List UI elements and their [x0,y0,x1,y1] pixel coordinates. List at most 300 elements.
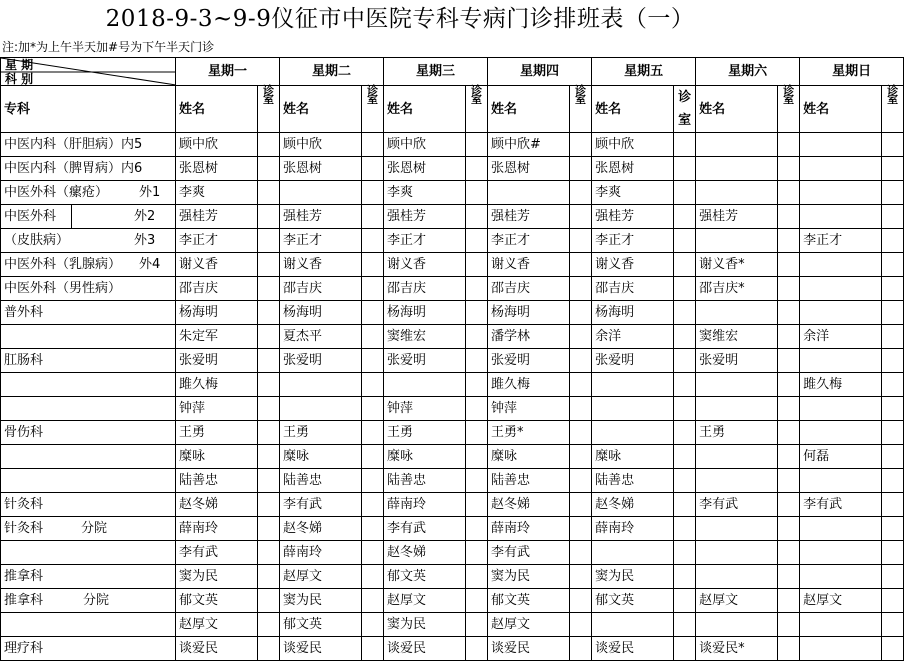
room-cell [362,541,384,565]
room-cell [674,493,696,517]
room-cell [778,541,800,565]
room-cell [778,421,800,445]
table-row [1,229,904,253]
room-cell [674,445,696,469]
room-cell [570,349,592,373]
table-row [1,517,904,541]
specialty-cell [1,493,176,517]
doctor-name-cell: 强桂芳 [280,205,362,229]
room-cell [258,373,280,397]
doctor-name-cell: 邵吉庆 [176,277,258,301]
room-header: 诊室 [570,86,592,133]
doctor-name-cell: 窦维宏 [384,325,466,349]
day-header-row [1,58,904,86]
day-header-sun: 星期日 [800,58,904,86]
doctor-name-cell: 陆善忠 [176,469,258,493]
doctor-name-cell: 谈爱民 [592,637,674,661]
doctor-name-cell [696,133,778,157]
table-row [1,493,904,517]
doctor-name-cell [800,397,882,421]
specialty-label: 针灸科 [4,521,44,536]
doctor-name-cell: 雎久梅 [488,373,570,397]
doctor-name-cell [696,469,778,493]
name-header: 姓名 [384,86,466,133]
room-cell [258,253,280,277]
room-cell [570,133,592,157]
doctor-name-cell [800,253,882,277]
day-header-thu: 星期四 [488,58,592,86]
room-cell [362,397,384,421]
room-cell [778,565,800,589]
room-cell [570,229,592,253]
specialty-cell [1,157,176,181]
specialty-label: 中医内科（肝胆病）内5 [4,137,143,152]
specialty-cell [1,397,176,421]
room-cell [778,229,800,253]
doctor-name-cell [696,229,778,253]
room-cell [258,493,280,517]
room-cell [882,229,904,253]
doctor-name-cell: 赵厚文 [176,613,258,637]
room-cell [778,133,800,157]
specialty-label: 中医外科（瘰疮） [4,185,109,200]
doctor-name-cell: 强桂芳 [176,205,258,229]
doctor-name-cell: 郁文英 [488,589,570,613]
room-cell [674,277,696,301]
doctor-name-cell [488,181,570,205]
doctor-name-cell: 李有武 [384,517,466,541]
room-cell [778,253,800,277]
room-cell [882,589,904,613]
name-header: 姓名 [280,86,362,133]
day-header-wed: 星期三 [384,58,488,86]
doctor-name-cell: 张恩树 [176,157,258,181]
room-cell [674,205,696,229]
table-row [1,637,904,661]
doctor-name-cell [696,397,778,421]
room-cell [674,397,696,421]
room-cell [674,253,696,277]
room-cell [466,589,488,613]
room-cell [466,157,488,181]
room-cell [882,373,904,397]
room-cell [570,373,592,397]
doctor-name-cell [800,349,882,373]
room-cell [882,325,904,349]
room-cell [674,469,696,493]
room-cell [778,349,800,373]
room-cell [674,157,696,181]
doctor-name-cell: 钟萍 [176,397,258,421]
room-cell [362,613,384,637]
name-header: 姓名 [696,86,778,133]
doctor-name-cell [800,157,882,181]
specialty-cell [1,613,176,637]
room-cell [778,181,800,205]
doctor-name-cell: 谢义香 [488,253,570,277]
day-header-mon: 星期一 [176,58,280,86]
doctor-name-cell: 糜咏 [384,445,466,469]
room-cell [570,517,592,541]
doctor-name-cell: 邵吉庆 [592,277,674,301]
doctor-name-cell: 杨海明 [592,301,674,325]
doctor-name-cell [696,613,778,637]
table-row [1,373,904,397]
room-cell [778,205,800,229]
room-cell [258,277,280,301]
doctor-name-cell: 谈爱民 [488,637,570,661]
room-cell [362,157,384,181]
room-cell [362,277,384,301]
room-header: 诊室 [778,86,800,133]
room-cell [882,493,904,517]
specialty-label: 推拿科 [4,593,44,608]
doctor-name-cell: 李正才 [384,229,466,253]
doctor-name-cell: 朱定军 [176,325,258,349]
doctor-name-cell: 谢义香 [280,253,362,277]
doctor-name-cell [800,421,882,445]
doctor-name-cell: 郁文英 [176,589,258,613]
room-cell [466,133,488,157]
room-cell [362,301,384,325]
specialty-label: 骨伤科 [4,425,44,440]
doctor-name-cell: 强桂芳 [384,205,466,229]
page-title: 2018-9-3~9-9仪征市中医院专科专病门诊排班表（一） [105,6,695,32]
room-cell [362,229,384,253]
doctor-name-cell: 张爱明 [384,349,466,373]
doctor-name-cell: 谈爱民 [280,637,362,661]
room-cell [466,637,488,661]
specialty-cell [1,421,176,445]
room-cell [466,469,488,493]
doctor-name-cell: 薛南玲 [384,493,466,517]
room-cell [258,181,280,205]
room-cell [882,205,904,229]
table-row [1,277,904,301]
room-cell [466,565,488,589]
doctor-name-cell: 邵吉庆* [696,277,778,301]
doctor-name-cell: 郁文英 [280,613,362,637]
schedule-table [0,57,904,661]
room-cell [362,205,384,229]
doctor-name-cell: 何磊 [800,445,882,469]
table-row [1,613,904,637]
room-cell [362,421,384,445]
doctor-name-cell: 强桂芳 [696,205,778,229]
doctor-name-cell: 薛南玲 [592,517,674,541]
doctor-name-cell: 李爽 [592,181,674,205]
doctor-name-cell: 王勇 [696,421,778,445]
doctor-name-cell: 李正才 [488,229,570,253]
room-cell [258,613,280,637]
specialty-cell [1,565,176,589]
room-cell [778,613,800,637]
doctor-name-cell: 谈爱民 [176,637,258,661]
room-cell [362,181,384,205]
specialty-cell [1,301,176,325]
doctor-name-cell [592,397,674,421]
specialty-cell [1,229,176,253]
room-cell [674,229,696,253]
specialty-cell [1,637,176,661]
room-cell [570,469,592,493]
room-cell [570,205,592,229]
doctor-name-cell: 王勇* [488,421,570,445]
room-cell [466,181,488,205]
doctor-name-cell [592,373,674,397]
doctor-name-cell [696,157,778,181]
room-cell [778,277,800,301]
doctor-name-cell: 杨海明 [176,301,258,325]
doctor-name-cell: 陆善忠 [384,469,466,493]
specialty-cell [1,517,176,541]
specialty-label: 推拿科 [4,569,44,584]
specialty-cell [1,541,176,565]
doctor-name-cell [696,445,778,469]
table-row [1,589,904,613]
doctor-name-cell [696,181,778,205]
doctor-name-cell: 薛南玲 [280,541,362,565]
doctor-name-cell: 雎久梅 [800,373,882,397]
doctor-name-cell: 张恩树 [488,157,570,181]
day-header-tue: 星期二 [280,58,384,86]
room-cell [570,445,592,469]
room-cell [362,445,384,469]
doctor-name-cell: 余洋 [800,325,882,349]
room-cell [882,637,904,661]
room-cell [466,613,488,637]
room-cell [882,133,904,157]
room-cell [466,421,488,445]
doctor-name-cell: 顾中欣# [488,133,570,157]
doctor-name-cell [800,277,882,301]
room-cell [362,493,384,517]
doctor-name-cell [800,541,882,565]
room-cell [466,253,488,277]
specialty-cell [1,373,176,397]
room-cell [674,301,696,325]
room-cell [778,325,800,349]
doctor-name-cell: 张恩树 [384,157,466,181]
room-cell [570,253,592,277]
specialty-cell [1,349,176,373]
room-cell [882,565,904,589]
specialty-label: 中医外科 [4,209,57,224]
room-cell [258,349,280,373]
room-cell [258,469,280,493]
specialty-sub-label: 分院 [83,593,110,608]
doctor-name-cell: 郁文英 [384,565,466,589]
day-header-fri: 星期五 [592,58,696,86]
room-cell [674,325,696,349]
doctor-name-cell [592,541,674,565]
specialty-sub-label: 分院 [81,521,108,536]
doctor-name-cell: 顾中欣 [384,133,466,157]
room-cell [570,541,592,565]
room-cell [778,157,800,181]
room-cell [674,637,696,661]
room-cell [466,541,488,565]
room-header: 诊室 [362,86,384,133]
doctor-name-cell: 谢义香 [384,253,466,277]
corner-weekday-label: 星 期 [5,58,34,72]
doctor-name-cell: 糜咏 [592,445,674,469]
room-cell [674,517,696,541]
room-cell [466,397,488,421]
room-cell [362,469,384,493]
doctor-name-cell [696,565,778,589]
room-cell [466,493,488,517]
cell-divider [71,205,72,228]
room-cell [778,373,800,397]
table-row [1,325,904,349]
specialty-sub-label: 外2 [134,209,156,224]
doctor-name-cell: 陆善忠 [280,469,362,493]
doctor-name-cell: 张爱明 [280,349,362,373]
specialty-cell [1,445,176,469]
room-cell [882,517,904,541]
doctor-name-cell: 雎久梅 [176,373,258,397]
specialty-header: 专科 [1,86,176,133]
room-cell [882,253,904,277]
doctor-name-cell: 张恩树 [592,157,674,181]
doctor-name-cell [800,133,882,157]
room-cell [466,229,488,253]
doctor-name-cell: 王勇 [176,421,258,445]
table-row [1,397,904,421]
room-cell [466,445,488,469]
doctor-name-cell: 李有武 [488,541,570,565]
room-cell [882,181,904,205]
room-cell [258,133,280,157]
doctor-name-cell [280,373,362,397]
table-row [1,541,904,565]
doctor-name-cell [384,373,466,397]
room-cell [570,397,592,421]
doctor-name-cell: 薛南玲 [176,517,258,541]
doctor-name-cell: 赵冬娣 [488,493,570,517]
doctor-name-cell: 李爽 [384,181,466,205]
room-cell [362,637,384,661]
doctor-name-cell [696,517,778,541]
room-cell [258,205,280,229]
doctor-name-cell: 张爱明 [176,349,258,373]
room-cell [570,637,592,661]
room-cell [778,301,800,325]
doctor-name-cell: 谢义香* [696,253,778,277]
room-cell [258,301,280,325]
name-header: 姓名 [800,86,882,133]
room-cell [882,397,904,421]
doctor-name-cell: 强桂芳 [592,205,674,229]
room-cell [882,541,904,565]
specialty-label: 理疗科 [4,641,44,656]
specialty-label: 中医外科（乳腺病） [4,257,122,272]
room-cell [362,589,384,613]
doctor-name-cell: 强桂芳 [488,205,570,229]
specialty-cell [1,181,176,205]
column-header-row [1,86,904,133]
doctor-name-cell: 赵厚文 [488,613,570,637]
room-cell [882,469,904,493]
doctor-name-cell: 赵冬娣 [384,541,466,565]
room-cell [778,637,800,661]
specialty-sub-label: 外1 [139,185,161,200]
doctor-name-cell [592,421,674,445]
specialty-label: 针灸科 [4,497,44,512]
doctor-name-cell: 李有武 [696,493,778,517]
doctor-name-cell [280,397,362,421]
doctor-name-cell: 李正才 [592,229,674,253]
room-cell [570,493,592,517]
doctor-name-cell: 王勇 [384,421,466,445]
room-cell [882,157,904,181]
doctor-name-cell: 李正才 [800,229,882,253]
room-cell [258,397,280,421]
table-row [1,349,904,373]
doctor-name-cell: 薛南玲 [488,517,570,541]
doctor-name-cell: 窦为民 [176,565,258,589]
table-row [1,445,904,469]
specialty-cell [1,277,176,301]
room-cell [674,349,696,373]
room-cell [362,517,384,541]
doctor-name-cell: 张爱明 [488,349,570,373]
room-cell [570,589,592,613]
room-cell [570,565,592,589]
room-cell [362,373,384,397]
doctor-name-cell: 赵厚文 [696,589,778,613]
room-cell [466,205,488,229]
doctor-name-cell: 窦为民 [384,613,466,637]
doctor-name-cell: 窦为民 [592,565,674,589]
room-cell [674,133,696,157]
doctor-name-cell [800,205,882,229]
room-cell [570,157,592,181]
room-cell [882,277,904,301]
room-cell [466,325,488,349]
table-row [1,133,904,157]
room-cell [570,181,592,205]
doctor-name-cell: 李有武 [800,493,882,517]
room-cell [778,517,800,541]
specialty-cell [1,589,176,613]
doctor-name-cell: 余洋 [592,325,674,349]
room-cell [466,349,488,373]
doctor-name-cell: 糜咏 [176,445,258,469]
doctor-name-cell: 赵冬娣 [176,493,258,517]
doctor-name-cell: 糜咏 [488,445,570,469]
corner-cell [1,58,176,86]
specialty-cell [1,469,176,493]
room-cell [466,277,488,301]
doctor-name-cell: 张爱明 [592,349,674,373]
table-row [1,157,904,181]
doctor-name-cell: 窦为民 [280,589,362,613]
room-cell [570,301,592,325]
room-cell [258,325,280,349]
corner-specialty-label: 科 别 [5,72,34,86]
specialty-label: 中医外科（男性病） [4,281,122,296]
day-header-sat: 星期六 [696,58,800,86]
doctor-name-cell: 李爽 [176,181,258,205]
room-cell [674,541,696,565]
doctor-name-cell: 窦为民 [488,565,570,589]
doctor-name-cell: 邵吉庆 [280,277,362,301]
doctor-name-cell: 李有武 [176,541,258,565]
doctor-name-cell [696,541,778,565]
specialty-sub-label: 外3 [134,233,156,248]
